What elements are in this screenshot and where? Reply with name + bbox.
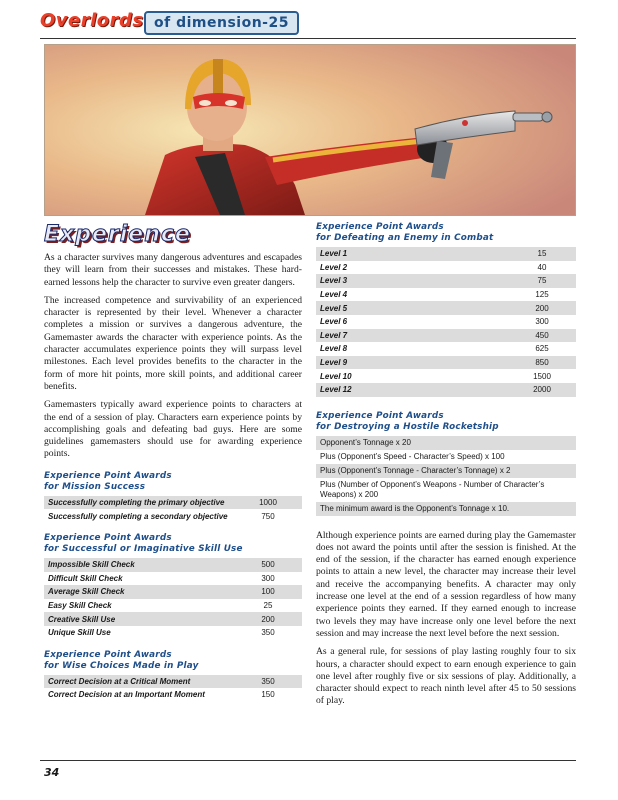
mission-awards-table (44, 496, 302, 523)
table-row: Level 6 300 (320, 317, 549, 327)
rocketship-awards-heading: Experience Point Awards for Destroying a Hostile Rocketship (316, 410, 499, 432)
page-number: 34 (44, 766, 60, 779)
table-row: Correct Decision at a Critical Moment 350 (44, 675, 302, 689)
paragraph: The increased competence and survivability of an experienced character is represented by their level. Whenever a character completes a mission or survives a dangerous adventure, the Gamemaster awards the character with experience points. As the character accumulates experience points they will surpass level milestones. Each level provides benefits to the character in the form of more hit points, more skill points, and additional career benefits. (44, 294, 302, 392)
table-row: Level 9 850 (316, 356, 576, 370)
table-row: Successfully completing a secondary objective 750 (48, 511, 275, 521)
wise-choices-heading: Experience Point Awards for Wise Choices Made in Play (44, 649, 199, 671)
paragraph: As a character survives many dangerous adventures and escapades they will learn from their successes and mistakes. These hard-earned lessons help the character to survive even greater dangers. (44, 252, 302, 288)
table-row: Creative Skill Use 200 (44, 612, 302, 626)
table-row: Average Skill Check 100 (44, 585, 302, 599)
hero-illustration (44, 44, 576, 216)
left-column (44, 222, 302, 706)
table-row: Level 8 625 (320, 344, 549, 354)
paragraph: Although experience points are earned during play the Gamemaster does not award the points until after the session is finished. At the end of the session, if the character has earned enough experience points to attain a new level, the character may increase their level and receive the accompanying benefits. A character may only increase one level at the end of a session regardless of how many experience points they earned. If they earned enough to increase two levels they may have increase only one level before the next session and may increase the next level before the next session. (316, 529, 576, 639)
table-row: Level 12 2000 (316, 383, 576, 397)
table-row: Unique Skill Use 350 (48, 628, 275, 638)
combat-awards-heading: Experience Point Awards for Defeating an Enemy in Combat (316, 222, 494, 243)
section-title: Experience (44, 222, 191, 247)
paragraph: Gamemasters typically award experience points to characters at the end of a session of play. Characters earn experience points by accomplishing goals and defeating bad guys. Here are some guidelines gamemasters should use for awarding experience points. (44, 399, 302, 460)
rocketship-awards-table (316, 436, 576, 516)
table-row: Plus (Opponent’s Speed - Character’s Speed) x 100 (320, 451, 505, 461)
table-row: Level 1 15 (316, 247, 576, 261)
table-row: Opponent’s Tonnage x 20 (316, 436, 576, 450)
table-row: Level 5 200 (316, 301, 576, 315)
table-row: Plus (Opponent’s Tonnage - Character’s Tonnage) x 2 (316, 464, 576, 478)
table-row: Easy Skill Check 25 (48, 601, 273, 611)
table-row: Level 10 1500 (320, 371, 551, 381)
logo-overlords: Overlords (40, 10, 144, 31)
table-row: Successfully completing the primary objective 1000 (44, 496, 302, 510)
skill-awards-table (44, 558, 302, 640)
header-divider (40, 38, 576, 39)
right-column (316, 222, 576, 714)
table-row: Impossible Skill Check 500 (44, 558, 302, 572)
table-row: The minimum award is the Opponent’s Tonnage x 10. (316, 502, 576, 516)
paragraph: As a general rule, for sessions of play lasting roughly four to six hours, a character should expect to earn enough experience to gain one level after roughly five or six sessions of play. Additionally, a character should expect to reach ninth level after 45 to 50 sessions of play. (316, 646, 576, 707)
table-row: Level 3 75 (316, 274, 576, 288)
logo-dimension: of dimension-25 (144, 11, 299, 35)
footer-divider (40, 760, 576, 761)
table-row: Correct Decision at an Important Moment 150 (48, 690, 275, 700)
table-row: Difficult Skill Check 300 (48, 573, 275, 583)
mission-awards-heading: Experience Point Awards for Mission Success (44, 470, 172, 492)
wise-choices-table (44, 675, 302, 702)
table-row: Level 2 40 (320, 262, 547, 272)
skill-awards-heading: Experience Point Awards for Successful or Imaginative Skill Use (44, 532, 243, 554)
table-row: Level 7 450 (316, 329, 576, 343)
page-header (40, 8, 580, 38)
table-row: Level 4 125 (320, 290, 549, 300)
combat-awards-table (316, 247, 576, 397)
table-row: Plus (Number of Opponent’s Weapons - Number of Character’s Weapons) x 200 (320, 479, 545, 499)
